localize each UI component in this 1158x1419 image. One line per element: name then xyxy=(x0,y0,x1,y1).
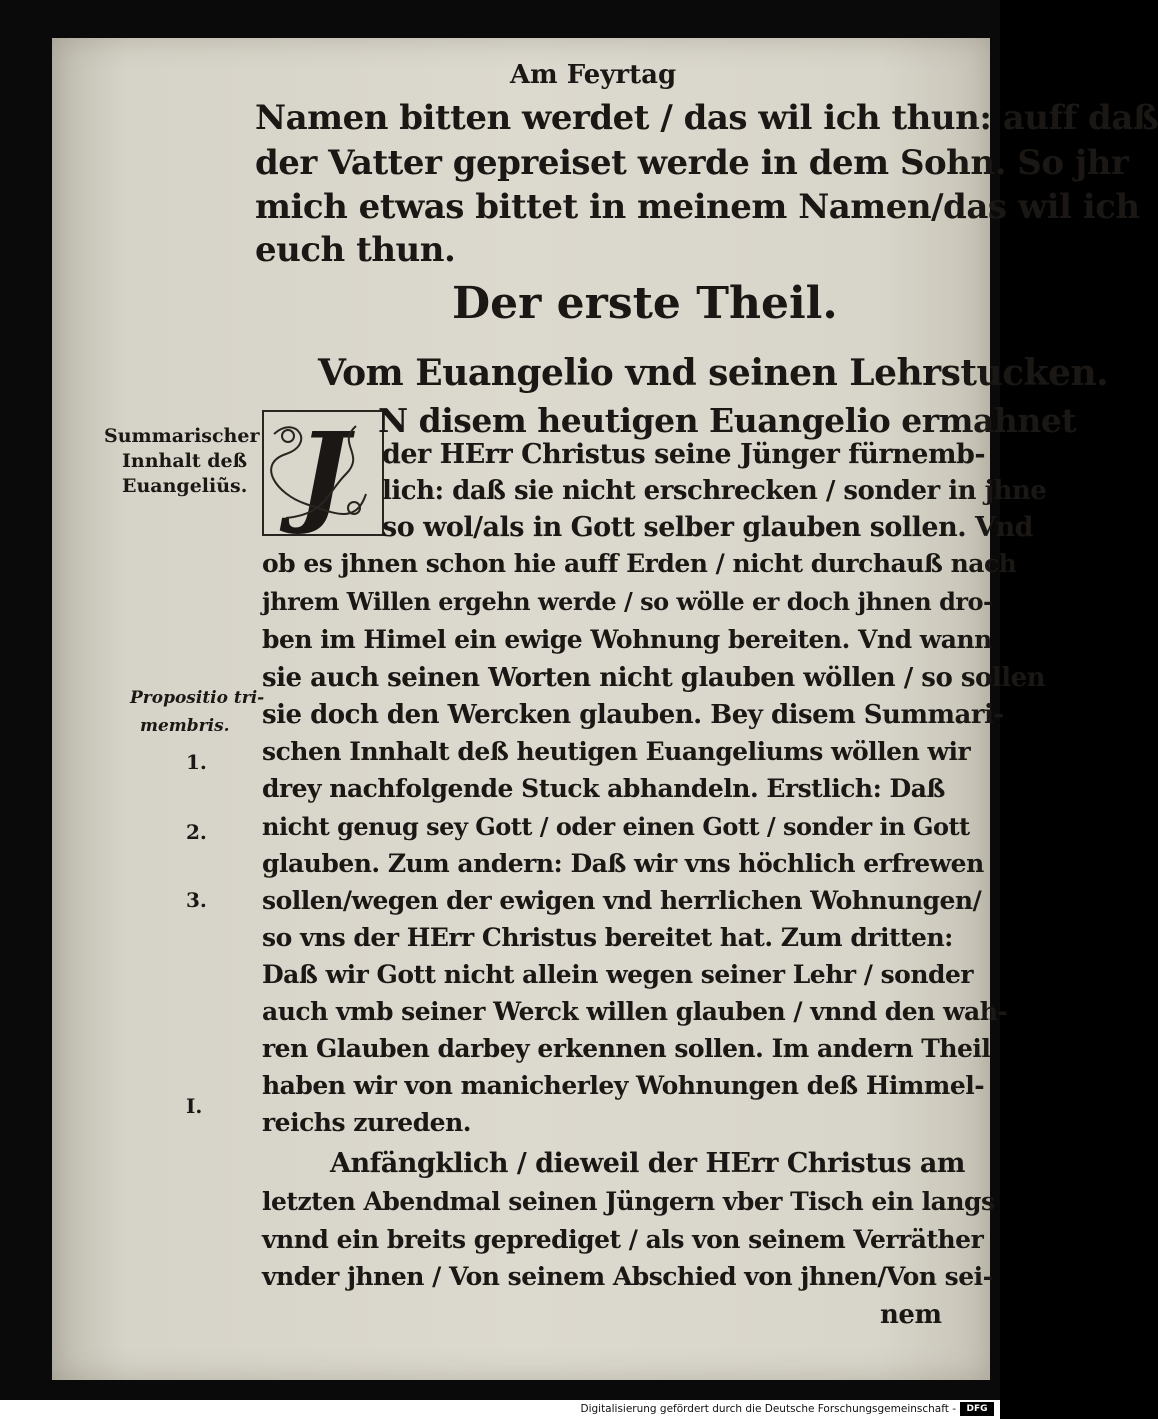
text-line: lich: daß sie nicht erschrecken / sonder in jhne xyxy=(382,476,1047,506)
text-line: haben wir von manicherley Wohnungen deß Himmel- xyxy=(262,1071,985,1100)
point-marker: I. xyxy=(186,1094,203,1118)
text-line: mich etwas bittet in meinem Namen/das wil ich xyxy=(255,187,1140,227)
text-line: reichs zureden. xyxy=(262,1108,471,1137)
text-line: drey nachfolgende Stuck abhandeln. Erstlich: Daß xyxy=(262,774,945,803)
margin-note: Summarischer xyxy=(104,425,260,447)
text-line: ob es jhnen schon hie auff Erden / nicht durchauß nach xyxy=(262,549,1017,578)
running-head: Am Feyrtag xyxy=(510,60,677,90)
drop-cap-letter: J xyxy=(296,408,350,537)
text-line: euch thun. xyxy=(255,230,456,270)
text-line: Anfängklich / dieweil der HErr Christus am xyxy=(330,1148,965,1179)
margin-note-latin: membris. xyxy=(140,716,230,736)
text-line: sollen/wegen der ewigen vnd herrlichen Wohnungen/ xyxy=(262,886,982,915)
margin-note-latin: Propositio tri- xyxy=(130,688,265,708)
point-marker: 3. xyxy=(186,888,207,912)
catchword: nem xyxy=(880,1300,942,1330)
text-line: letzten Abendmal seinen Jüngern vber Tisch ein langs xyxy=(262,1187,995,1216)
margin-note: Innhalt deß xyxy=(122,450,248,472)
text-line: vnder jhnen / Von seinem Abschied von jhnen/Von sei- xyxy=(262,1262,993,1291)
dfg-logo: DFG xyxy=(960,1402,994,1416)
text-line: der HErr Christus seine Jünger fürnemb- xyxy=(382,439,986,470)
text-line: sie doch den Wercken glauben. Bey disem Summari- xyxy=(262,700,1004,730)
text-line: auch vmb seiner Werck willen glauben / vnnd den wah- xyxy=(262,997,1008,1026)
text-line: ben im Himel ein ewige Wohnung bereiten. Vnd wann xyxy=(262,625,992,654)
text-line: glauben. Zum andern: Daß wir vns höchlich erfrewen xyxy=(262,849,984,878)
footer-credit: Digitalisierung gefördert durch die Deutsche Forschungsgemeinschaft - xyxy=(580,1403,956,1415)
sub-heading: Vom Euangelio vnd seinen Lehrstucken. xyxy=(318,352,1109,394)
section-heading: Der erste Theil. xyxy=(452,278,838,329)
text-line: der Vatter gepreiset werde in dem Sohn. So jhr xyxy=(255,143,1129,183)
text-line: so wol/als in Gott selber glauben sollen. Vnd xyxy=(382,512,1033,543)
text-line: Daß wir Gott nicht allein wegen seiner Lehr / sonder xyxy=(262,960,974,989)
text-line: so vns der HErr Christus bereitet hat. Zum dritten: xyxy=(262,923,953,952)
point-marker: 2. xyxy=(186,820,207,844)
text-line: N disem heutigen Euangelio ermahnet xyxy=(378,401,1077,440)
text-line: schen Innhalt deß heutigen Euangeliums wöllen wir xyxy=(262,737,971,766)
text-line: nicht genug sey Gott / oder einen Gott / sonder in Gott xyxy=(262,812,970,841)
floral-ornament-icon xyxy=(266,414,378,530)
text-line: Namen bitten werdet / das wil ich thun: auff daß xyxy=(255,98,1158,138)
text-line: vnnd ein breits geprediget / als von seinem Verräther xyxy=(262,1225,984,1254)
point-marker: 1. xyxy=(186,750,207,774)
margin-note: Euangeliũs. xyxy=(122,475,248,497)
text-line: ren Glauben darbey erkennen sollen. Im andern Theil xyxy=(262,1034,991,1063)
text-line: jhrem Willen ergehn werde / so wölle er doch jhnen dro- xyxy=(262,587,993,616)
text-line: sie auch seinen Worten nicht glauben wöllen / so sollen xyxy=(262,663,1046,693)
